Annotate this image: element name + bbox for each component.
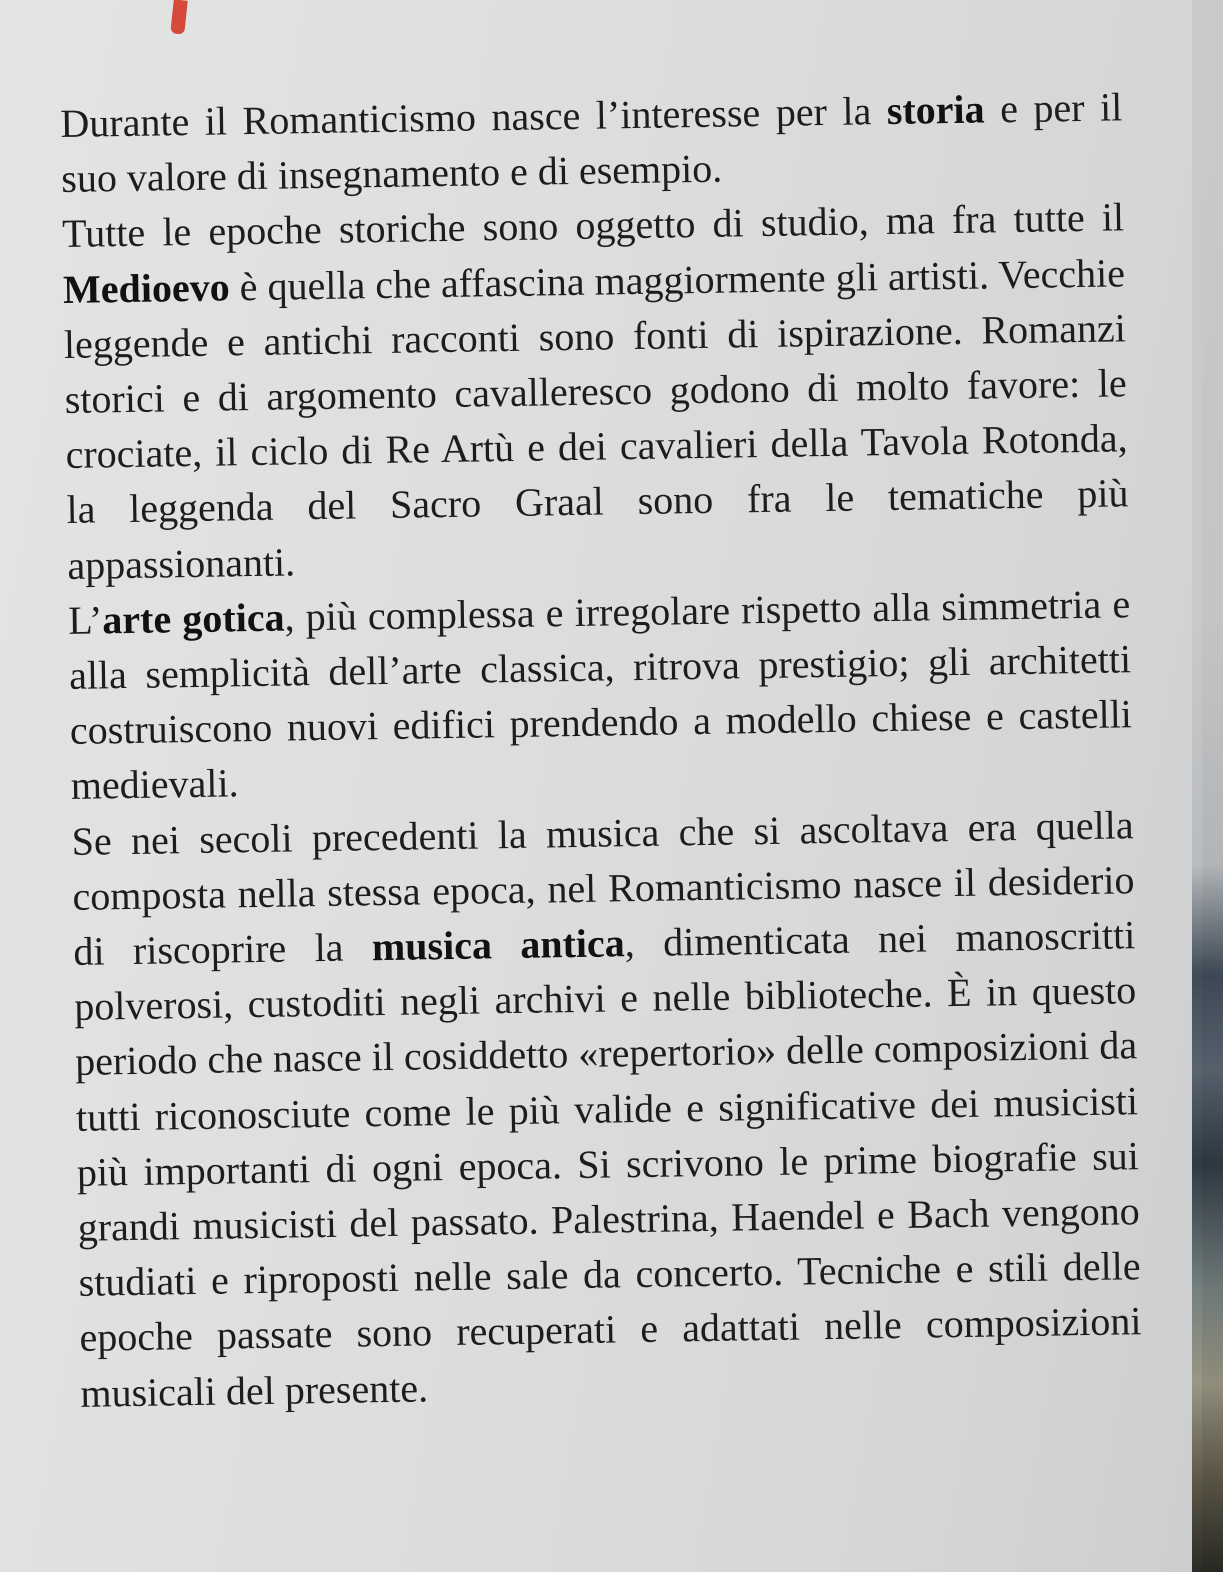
paragraph-text: e per il suo valore di insegnamento e di esempio. [60,84,1123,202]
paragraph-text: , dimenticata nei manoscritti polverosi, custoditi negli archivi e nelle biblioteche. È in questo periodo che nasce il cosiddetto «repertorio» delle composizioni da tutti riconosciute come le più valide e significative dei musicisti più importanti di ogni epoca. Si scrivono le prime biografie sui grandi musicisti del passato. Palestrina, Haendel e Bach vengono studiati e riproposti nelle sale da concerto. Tecniche e stili delle epoche passate sono recuperati e adattati nelle composizioni musicali del presente. [73,912,1142,1416]
paragraph-musica-antica [71,797,1142,1421]
keyword-arte-gotica: arte gotica [101,594,285,643]
paragraph-text: Durante il Romanticismo nasce l’interesse per la [60,88,888,146]
paragraph-text: , più complessa e irregolare rispetto alla simmetria e alla semplicità dell’arte classica, ritrova prestigio; gli architetti costruiscono nuovi edifici prendendo a modello chiese e castelli medievali. [68,581,1133,809]
keyword-medioevo: Medioevo [62,263,230,312]
keyword-musica-antica: musica antica [371,920,626,970]
article-body [60,79,1143,1420]
paragraph-storia [60,79,1124,206]
paragraph-text: Tutte le epoche storiche sono oggetto di studio, ma fra tutte il [61,194,1125,257]
paragraph-arte-gotica [68,576,1133,813]
paragraph-text: Se nei secoli precedenti la musica che si ascoltava era quella composta nella stessa epoca, nel Romanticismo nasce il desiderio di riscoprire la [71,801,1135,974]
paragraph-text: L’ [67,597,103,643]
paragraph-medioevo [62,190,1130,593]
paragraph-text: è quella che affascina maggiormente gli artisti. Vecchie leggende e antichi racconti sono fonti di ispirazione. Romanzi storici e di argomento cavalleresco godono di molto favore: le crociate, il ciclo di Re Artù e dei cavalieri della Tavola Rotonda, la leggenda del Sacro Graal sono fra le tematiche più appassionanti. [63,249,1129,588]
adjacent-page-edge [1192,0,1223,1572]
red-mark-decoration [170,0,187,35]
keyword-storia: storia [886,86,985,134]
